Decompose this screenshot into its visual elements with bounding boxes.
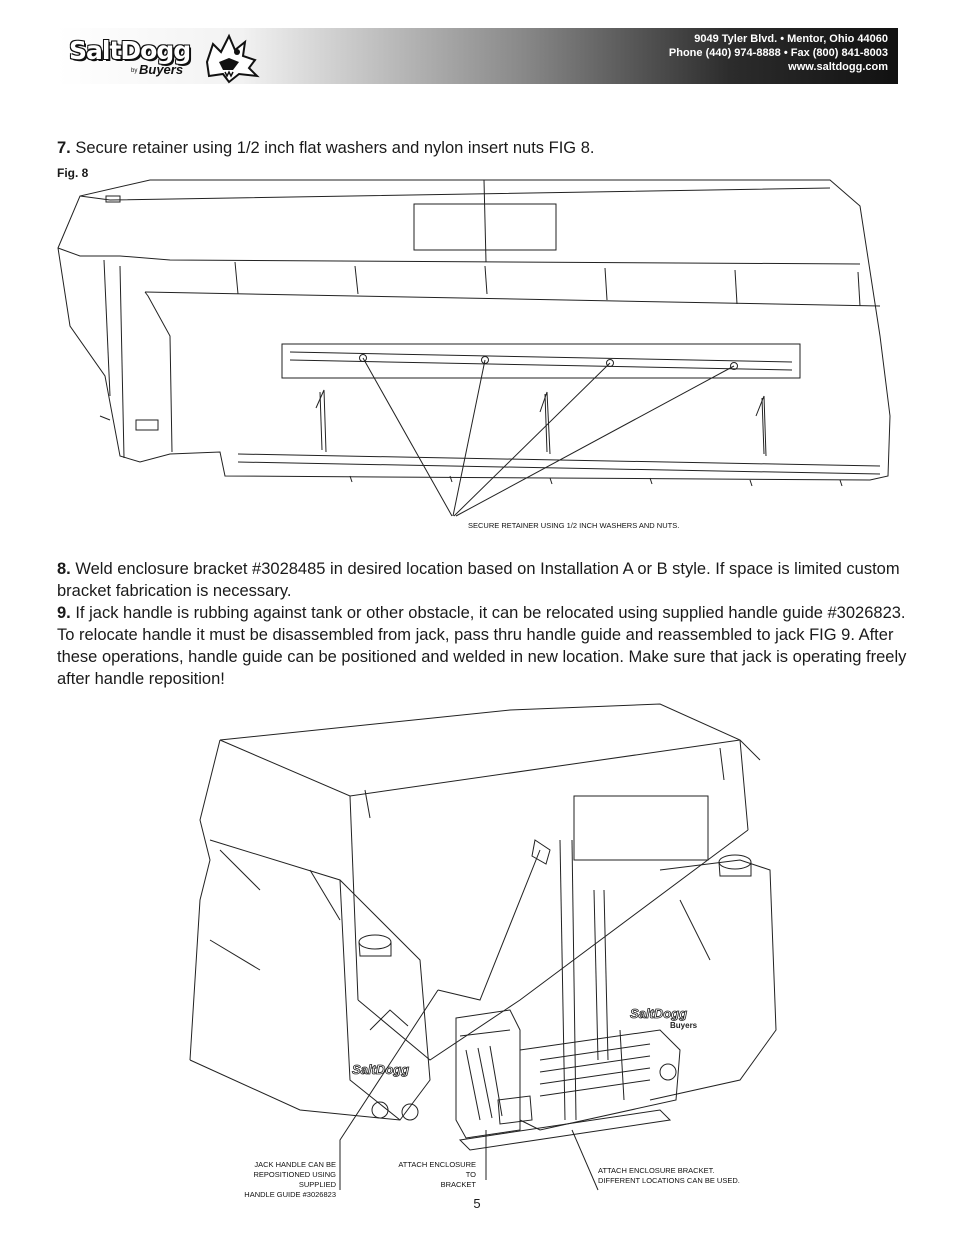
fig-9-callout-jack-handle — [228, 1160, 336, 1200]
step-9-number: 9. — [57, 604, 71, 622]
fig-9-callout-attach-bracket — [598, 1166, 758, 1186]
fig-8-drawing — [50, 176, 900, 536]
step-7-text: Secure retainer using 1/2 inch flat washers and nylon insert nuts FIG 8. — [70, 139, 595, 157]
fig-9-callout-right-line-1: ATTACH ENCLOSURE BRACKET. — [598, 1166, 715, 1175]
fig-9-decal-by: Buyers — [670, 1021, 698, 1030]
contact-address: 9049 Tyler Blvd. • Mentor, Ohio 44060 — [694, 33, 888, 45]
step-9 — [57, 602, 907, 690]
fig-9-callout-left-line-1: JACK HANDLE CAN BE — [254, 1160, 336, 1169]
step-7-number: 7. — [57, 139, 71, 157]
fig-9-callout-left-line-3: HANDLE GUIDE #3026823 — [244, 1190, 336, 1199]
step-8 — [57, 558, 907, 602]
header-bar — [57, 28, 898, 84]
contact-phone: Phone (440) 974-8888 • Fax (800) 841-8003 — [668, 47, 888, 59]
logo-wordmark: SaltDogg — [69, 36, 191, 65]
fig-8-callout: SECURE RETAINER USING 1/2 INCH WASHERS AND NUTS. — [468, 521, 680, 530]
step-8-text: Weld enclosure bracket #3028485 in desired location based on Installation A or B style. If space is limited custom bracket fabrication is necessary. — [57, 560, 900, 600]
page-number: 5 — [473, 1196, 481, 1211]
fig-9-callout-left-line-2: REPOSITIONED USING SUPPLIED — [253, 1170, 336, 1189]
logo-by: by — [131, 68, 138, 74]
fig-9-callout-attach-enclosure — [392, 1160, 476, 1190]
step-7 — [57, 137, 907, 159]
fig-9-callout-right-line-2: DIFFERENT LOCATIONS CAN BE USED. — [598, 1176, 740, 1185]
fig-8-label: Fig. 8 — [57, 166, 89, 180]
fig-9-decal-right: SaltDogg — [630, 1006, 688, 1021]
contact-website: www.saltdogg.com — [788, 61, 888, 73]
fig-9-drawing — [180, 700, 780, 1200]
logo-buyers: Buyers — [139, 62, 184, 77]
dog-head-icon — [199, 32, 261, 84]
step-8-number: 8. — [57, 560, 71, 578]
fig-9-callout-mid-line-2: BRACKET — [440, 1180, 476, 1189]
step-9-text: If jack handle is rubbing against tank or other obstacle, it can be relocated using supplied handle guide #3026823. To relocate handle it must be disassembled from jack, pass thru handle guide and reassembled to jack FIG 9. After these operations, handle guide can be positioned and welded in new location. Make sure that jack is operating freely after handle reposition! — [57, 604, 907, 688]
fig-9-callout-mid-line-1: ATTACH ENCLOSURE TO — [398, 1160, 476, 1179]
saltdogg-logo — [69, 32, 269, 82]
fig-9-decal-left: SaltDogg — [352, 1062, 410, 1077]
contact-info — [669, 32, 888, 74]
